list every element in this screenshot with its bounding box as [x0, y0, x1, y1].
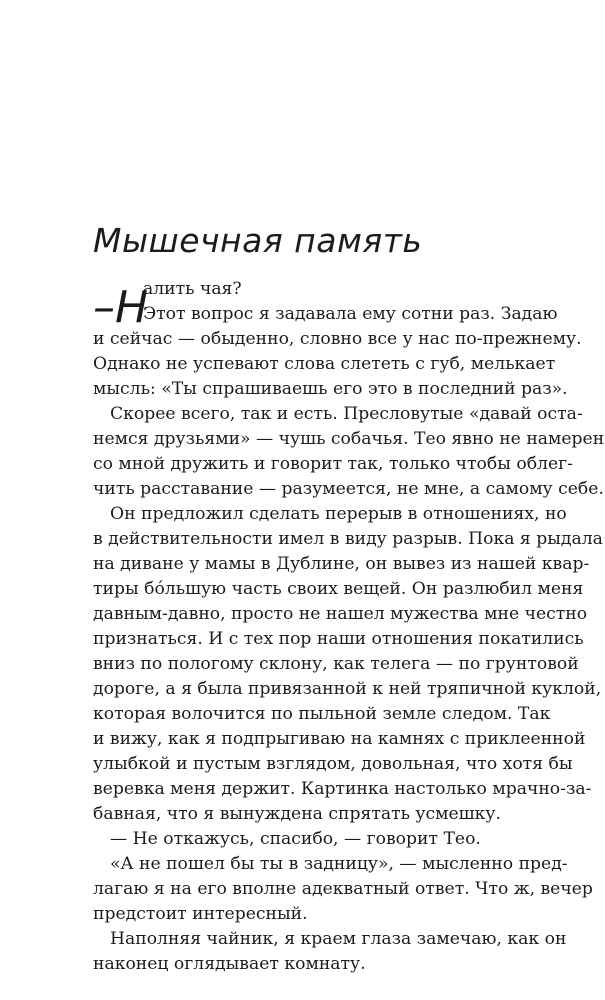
text-line: наконец оглядывает комнату.	[93, 954, 366, 974]
text-line: в действительности имел в виду разрыв. Пока я рыдала	[93, 529, 603, 549]
text-line: чить расставание — разумеется, не мне, а самому себе.	[93, 479, 604, 499]
text-line: предстоит интересный.	[93, 904, 308, 924]
text-line: и сейчас — обыденно, словно все у нас по-прежнему.	[93, 329, 582, 349]
chapter-title: Мышечная память	[93, 221, 423, 260]
text-line: которая волочится по пыльной земле следом. Так	[93, 704, 551, 724]
text-line: — Не откажусь, спасибо, — говорит Тео.	[110, 829, 481, 849]
drop-cap: –Н	[93, 282, 149, 333]
text-line: дороге, а я была привязанной к ней тряпичной куклой,	[93, 679, 602, 699]
text-line: Однако не успевают слова слететь с губ, мелькает	[93, 354, 556, 374]
text-line: со мной дружить и говорит так, только чтобы облег-	[93, 454, 573, 474]
text-line: мысль: «Ты спрашиваешь его это в последний раз».	[93, 379, 568, 399]
text-line: лагаю я на его вполне адекватный ответ. Что ж, вечер	[93, 879, 593, 899]
text-line: Он предложил сделать перерыв в отношениях, но	[110, 504, 567, 524]
text-line: «А не пошел бы ты в задницу», — мысленно пред-	[110, 854, 568, 874]
text-line: бавная, что я вынуждена спрятать усмешку.	[93, 804, 501, 824]
text-line: немся друзьями» — чушь собачья. Тео явно не намерен	[93, 429, 605, 449]
text-line: тиры бóльшую часть своих вещей. Он разлюбил меня	[93, 579, 584, 599]
text-line: Наполняя чайник, я краем глаза замечаю, как он	[110, 929, 567, 949]
body-text	[93, 277, 605, 977]
text-line: алить чая?	[143, 279, 242, 299]
text-line: улыбкой и пустым взглядом, довольная, что хотя бы	[93, 754, 573, 774]
text-line: и вижу, как я подпрыгиваю на камнях с приклеенной	[93, 729, 586, 749]
text-line: вниз по пологому склону, как телега — по грунтовой	[93, 654, 579, 674]
text-line: Скорее всего, так и есть. Пресловутые «давай оста-	[110, 404, 583, 424]
text-line: веревка меня держит. Картинка настолько мрачно-за-	[93, 779, 592, 799]
text-line: Этот вопрос я задавала ему сотни раз. Задаю	[143, 304, 558, 324]
text-line: признаться. И с тех пор наши отношения покатились	[93, 629, 584, 649]
text-line: давным-давно, просто не нашел мужества мне честно	[93, 604, 588, 624]
text-line: на диване у мамы в Дублине, он вывез из нашей квар-	[93, 554, 590, 574]
